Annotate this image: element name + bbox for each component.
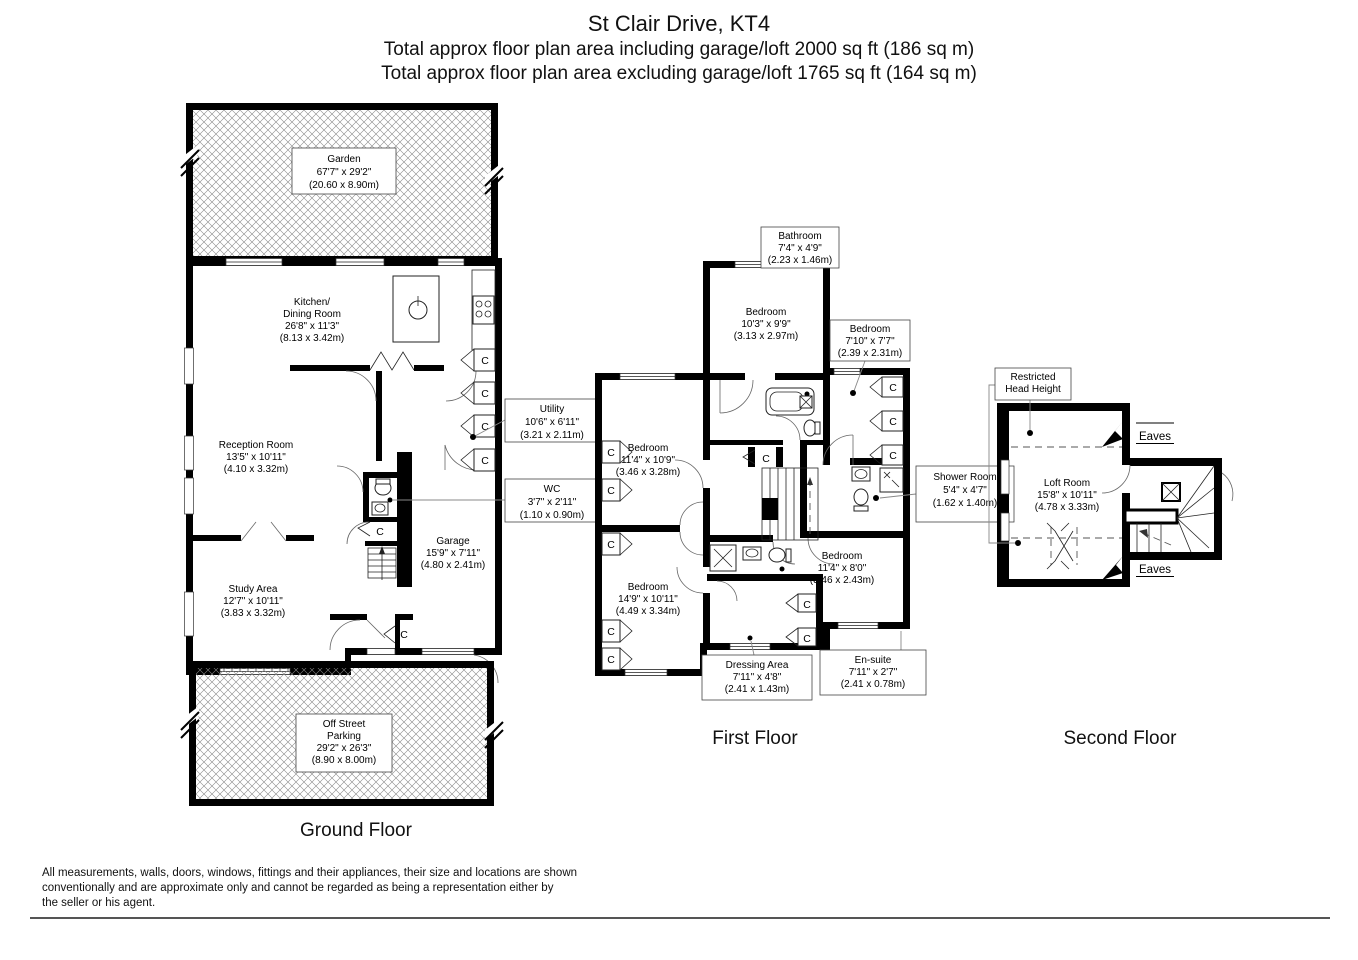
garden-area [181, 107, 503, 260]
svg-text:3'7" x 2'11": 3'7" x 2'11" [527, 497, 577, 508]
basin-icon [743, 547, 761, 560]
door-arc [445, 445, 478, 470]
svg-text:Restricted: Restricted [1010, 372, 1056, 383]
skylight-icon [1162, 483, 1180, 501]
door-arc [776, 416, 800, 440]
cupboard-label: C [889, 450, 897, 462]
svg-text:Loft Room: Loft Room [1043, 478, 1091, 489]
toilet-icon [769, 548, 791, 562]
ground-interior-walls [193, 352, 498, 683]
bedroom-front-label [616, 582, 680, 617]
basin-icon [372, 502, 388, 515]
svg-text:(8.90 x 8.00m): (8.90 x 8.00m) [311, 755, 377, 766]
room-dims-metric: (20.60 x 8.90m) [308, 180, 380, 191]
svg-text:Garage: Garage [436, 536, 470, 547]
svg-text:Shower Room: Shower Room [933, 472, 997, 483]
svg-text:(2.41 x 1.43m): (2.41 x 1.43m) [724, 684, 790, 695]
shower-icon [710, 545, 736, 571]
eaves-annotation-top [1102, 421, 1174, 447]
stairs-icon [368, 546, 396, 580]
disclaimer-line: All measurements, walls, doors, windows, fittings and their appliances, their size and locations are shown [42, 867, 578, 879]
wc-fixtures [372, 479, 393, 515]
cupboard-label: C [481, 455, 489, 467]
svg-text:(1.10 x 0.90m): (1.10 x 0.90m) [519, 510, 585, 521]
dressing-leader-dot [748, 636, 753, 641]
svg-text:11'4" x 8'0": 11'4" x 8'0" [817, 563, 867, 574]
shower-room-fixtures [852, 467, 903, 511]
svg-text:(1.62 x 1.40m): (1.62 x 1.40m) [932, 498, 998, 509]
reception-label [219, 440, 293, 475]
area-including: Total approx floor plan area including garage/loft 2000 sq ft (186 sq m) [383, 39, 975, 60]
svg-text:(2.23 x 1.46m): (2.23 x 1.46m) [767, 255, 833, 266]
svg-text:Dressing Area: Dressing Area [725, 660, 789, 671]
room-dims-imperial: 67'7" x 29'2" [316, 167, 372, 178]
svg-text:WC: WC [543, 484, 561, 495]
disclaimer-line: conventionally and are approximate only and cannot be regarded as being a representation either by [42, 882, 554, 894]
cupboard-label: C [607, 447, 615, 459]
svg-text:10'6" x 6'11": 10'6" x 6'11" [524, 417, 580, 428]
bathroom-fixtures [766, 388, 820, 436]
cupboard-label: C [400, 629, 408, 641]
svg-text:(2.39 x 2.31m): (2.39 x 2.31m) [837, 348, 903, 359]
stairs-icon [1125, 466, 1214, 552]
svg-text:Study Area: Study Area [228, 584, 278, 595]
door-arc [346, 371, 376, 401]
loft-hatch-icon [1047, 523, 1077, 569]
double-door-icon [370, 352, 414, 370]
ensuite-label-box [820, 631, 926, 695]
svg-text:(4.80 x 2.41m): (4.80 x 2.41m) [420, 560, 486, 571]
study-label [221, 584, 285, 619]
svg-text:(4.49 x 3.34m): (4.49 x 3.34m) [615, 606, 681, 617]
svg-text:12'7" x 10'11": 12'7" x 10'11" [223, 596, 283, 607]
cupboard-label: C [607, 485, 615, 497]
toilet-icon [804, 420, 820, 436]
svg-text:Off Street: Off Street [322, 719, 366, 730]
eaves-arrow-icon [1102, 421, 1123, 447]
second-floor-caption: Second Floor [1063, 728, 1177, 749]
svg-text:(4.78 x 3.33m): (4.78 x 3.33m) [1034, 502, 1100, 513]
door-arc [446, 371, 476, 401]
svg-text:Bedroom: Bedroom [627, 443, 669, 454]
svg-text:29'2" x 26'3": 29'2" x 26'3" [316, 743, 372, 754]
eaves-arrow-icon [1102, 556, 1123, 580]
disclaimer-line: the seller or his agent. [42, 897, 156, 909]
toilet-icon [854, 489, 868, 511]
cupboard-label: C [481, 421, 489, 433]
cupboard-label: C [607, 539, 615, 551]
svg-text:14'9" x 10'11": 14'9" x 10'11" [618, 594, 678, 605]
hob-icon [473, 296, 494, 324]
svg-text:(2.41 x 0.78m): (2.41 x 0.78m) [840, 679, 906, 690]
ground-floor-caption: Ground Floor [300, 820, 412, 841]
svg-text:(3.21 x 2.11m): (3.21 x 2.11m) [520, 430, 584, 441]
svg-text:(3.13 x 2.97m): (3.13 x 2.97m) [733, 331, 799, 342]
svg-text:Bedroom: Bedroom [821, 551, 863, 562]
cupboard-label: C [803, 633, 811, 645]
cupboard-label: C [607, 626, 615, 638]
kitchen-area [280, 270, 495, 350]
svg-text:7'11" x 2'7": 7'11" x 2'7" [848, 667, 898, 678]
first-floor-plan [580, 222, 1020, 712]
ground-floor-plan [180, 98, 610, 843]
svg-text:(4.10 x 3.32m): (4.10 x 3.32m) [223, 464, 289, 475]
svg-text:(3.46 x 3.28m): (3.46 x 3.28m) [615, 467, 681, 478]
room-name: Kitchen/ [293, 297, 331, 308]
eaves-label: Eaves [1139, 564, 1171, 576]
cupboard-label: C [481, 388, 489, 400]
area-excluding: Total approx floor plan area excluding garage/loft 1765 sq ft (164 sq m) [381, 63, 977, 84]
cupboard-label: C [762, 453, 770, 465]
svg-text:En-suite: En-suite [854, 655, 892, 666]
svg-text:7'10" x 7'7": 7'10" x 7'7" [845, 336, 895, 347]
cupboard-label: C [481, 355, 489, 367]
room-name: Dining Room [283, 309, 341, 320]
door-arc [677, 567, 703, 593]
svg-text:13'5" x 10'11": 13'5" x 10'11" [226, 452, 286, 463]
svg-text:7'4" x 4'9": 7'4" x 4'9" [778, 243, 822, 254]
parking-area [181, 665, 503, 803]
header [0, 10, 1358, 86]
toilet-icon [375, 479, 391, 495]
svg-text:Bedroom: Bedroom [627, 582, 669, 593]
svg-text:5'4" x 4'7": 5'4" x 4'7" [943, 485, 987, 496]
eaves-label: Eaves [1139, 431, 1171, 443]
bedroom-top-label [734, 307, 798, 342]
svg-text:15'8" x 10'11": 15'8" x 10'11" [1037, 490, 1097, 501]
svg-text:Reception Room: Reception Room [218, 440, 294, 451]
svg-text:Utility: Utility [539, 404, 565, 415]
stairs-icon [762, 468, 818, 540]
svg-text:Bathroom: Bathroom [778, 231, 822, 242]
bottom-divider [30, 917, 1330, 919]
svg-text:(3.46 x 2.43m): (3.46 x 2.43m) [809, 575, 875, 586]
bedroom-right-label [810, 551, 874, 586]
svg-text:11'4" x 10'9": 11'4" x 10'9" [620, 455, 676, 466]
door-arc [330, 620, 360, 650]
svg-text:(3.83 x 3.32m): (3.83 x 3.32m) [220, 608, 286, 619]
loft-label [1035, 478, 1099, 513]
svg-text:Head Height: Head Height [1005, 384, 1061, 395]
page-title: St Clair Drive, KT4 [587, 11, 771, 36]
cupboard-label: C [607, 654, 615, 666]
svg-text:Bedroom: Bedroom [849, 324, 891, 335]
room-name: Garden [327, 154, 361, 165]
svg-text:15'9" x 7'11": 15'9" x 7'11" [425, 548, 481, 559]
disclaimer [42, 866, 577, 911]
second-floor-plan [985, 365, 1285, 600]
room-dims-metric: (8.13 x 3.42m) [279, 333, 345, 344]
bathroom-label-box [761, 227, 839, 268]
cupboard-label: C [889, 416, 897, 428]
svg-text:10'3" x 9'9": 10'3" x 9'9" [741, 319, 791, 330]
garage-label [421, 536, 485, 571]
door-arc [1222, 473, 1233, 501]
basin-icon [852, 467, 870, 481]
first-floor-caption: First Floor [712, 728, 798, 749]
cupboard-label: C [803, 599, 811, 611]
shower-icon [880, 468, 903, 492]
bathtub-icon [766, 388, 814, 415]
door-arc [337, 466, 363, 492]
svg-text:7'11" x 4'8": 7'11" x 4'8" [732, 672, 782, 683]
svg-text:Parking: Parking [327, 731, 361, 742]
door-arc [717, 581, 737, 601]
ensuite-fixtures [710, 545, 791, 572]
cupboard-label: C [376, 526, 384, 538]
cupboard-label: C [889, 382, 897, 394]
room-dims-imperial: 26'8" x 11'3" [284, 321, 340, 332]
door-arc [720, 380, 753, 413]
door-arc [1102, 465, 1130, 493]
bedroom-left-label [616, 443, 680, 478]
second-walls [997, 403, 1233, 587]
svg-text:Bedroom: Bedroom [745, 307, 787, 318]
